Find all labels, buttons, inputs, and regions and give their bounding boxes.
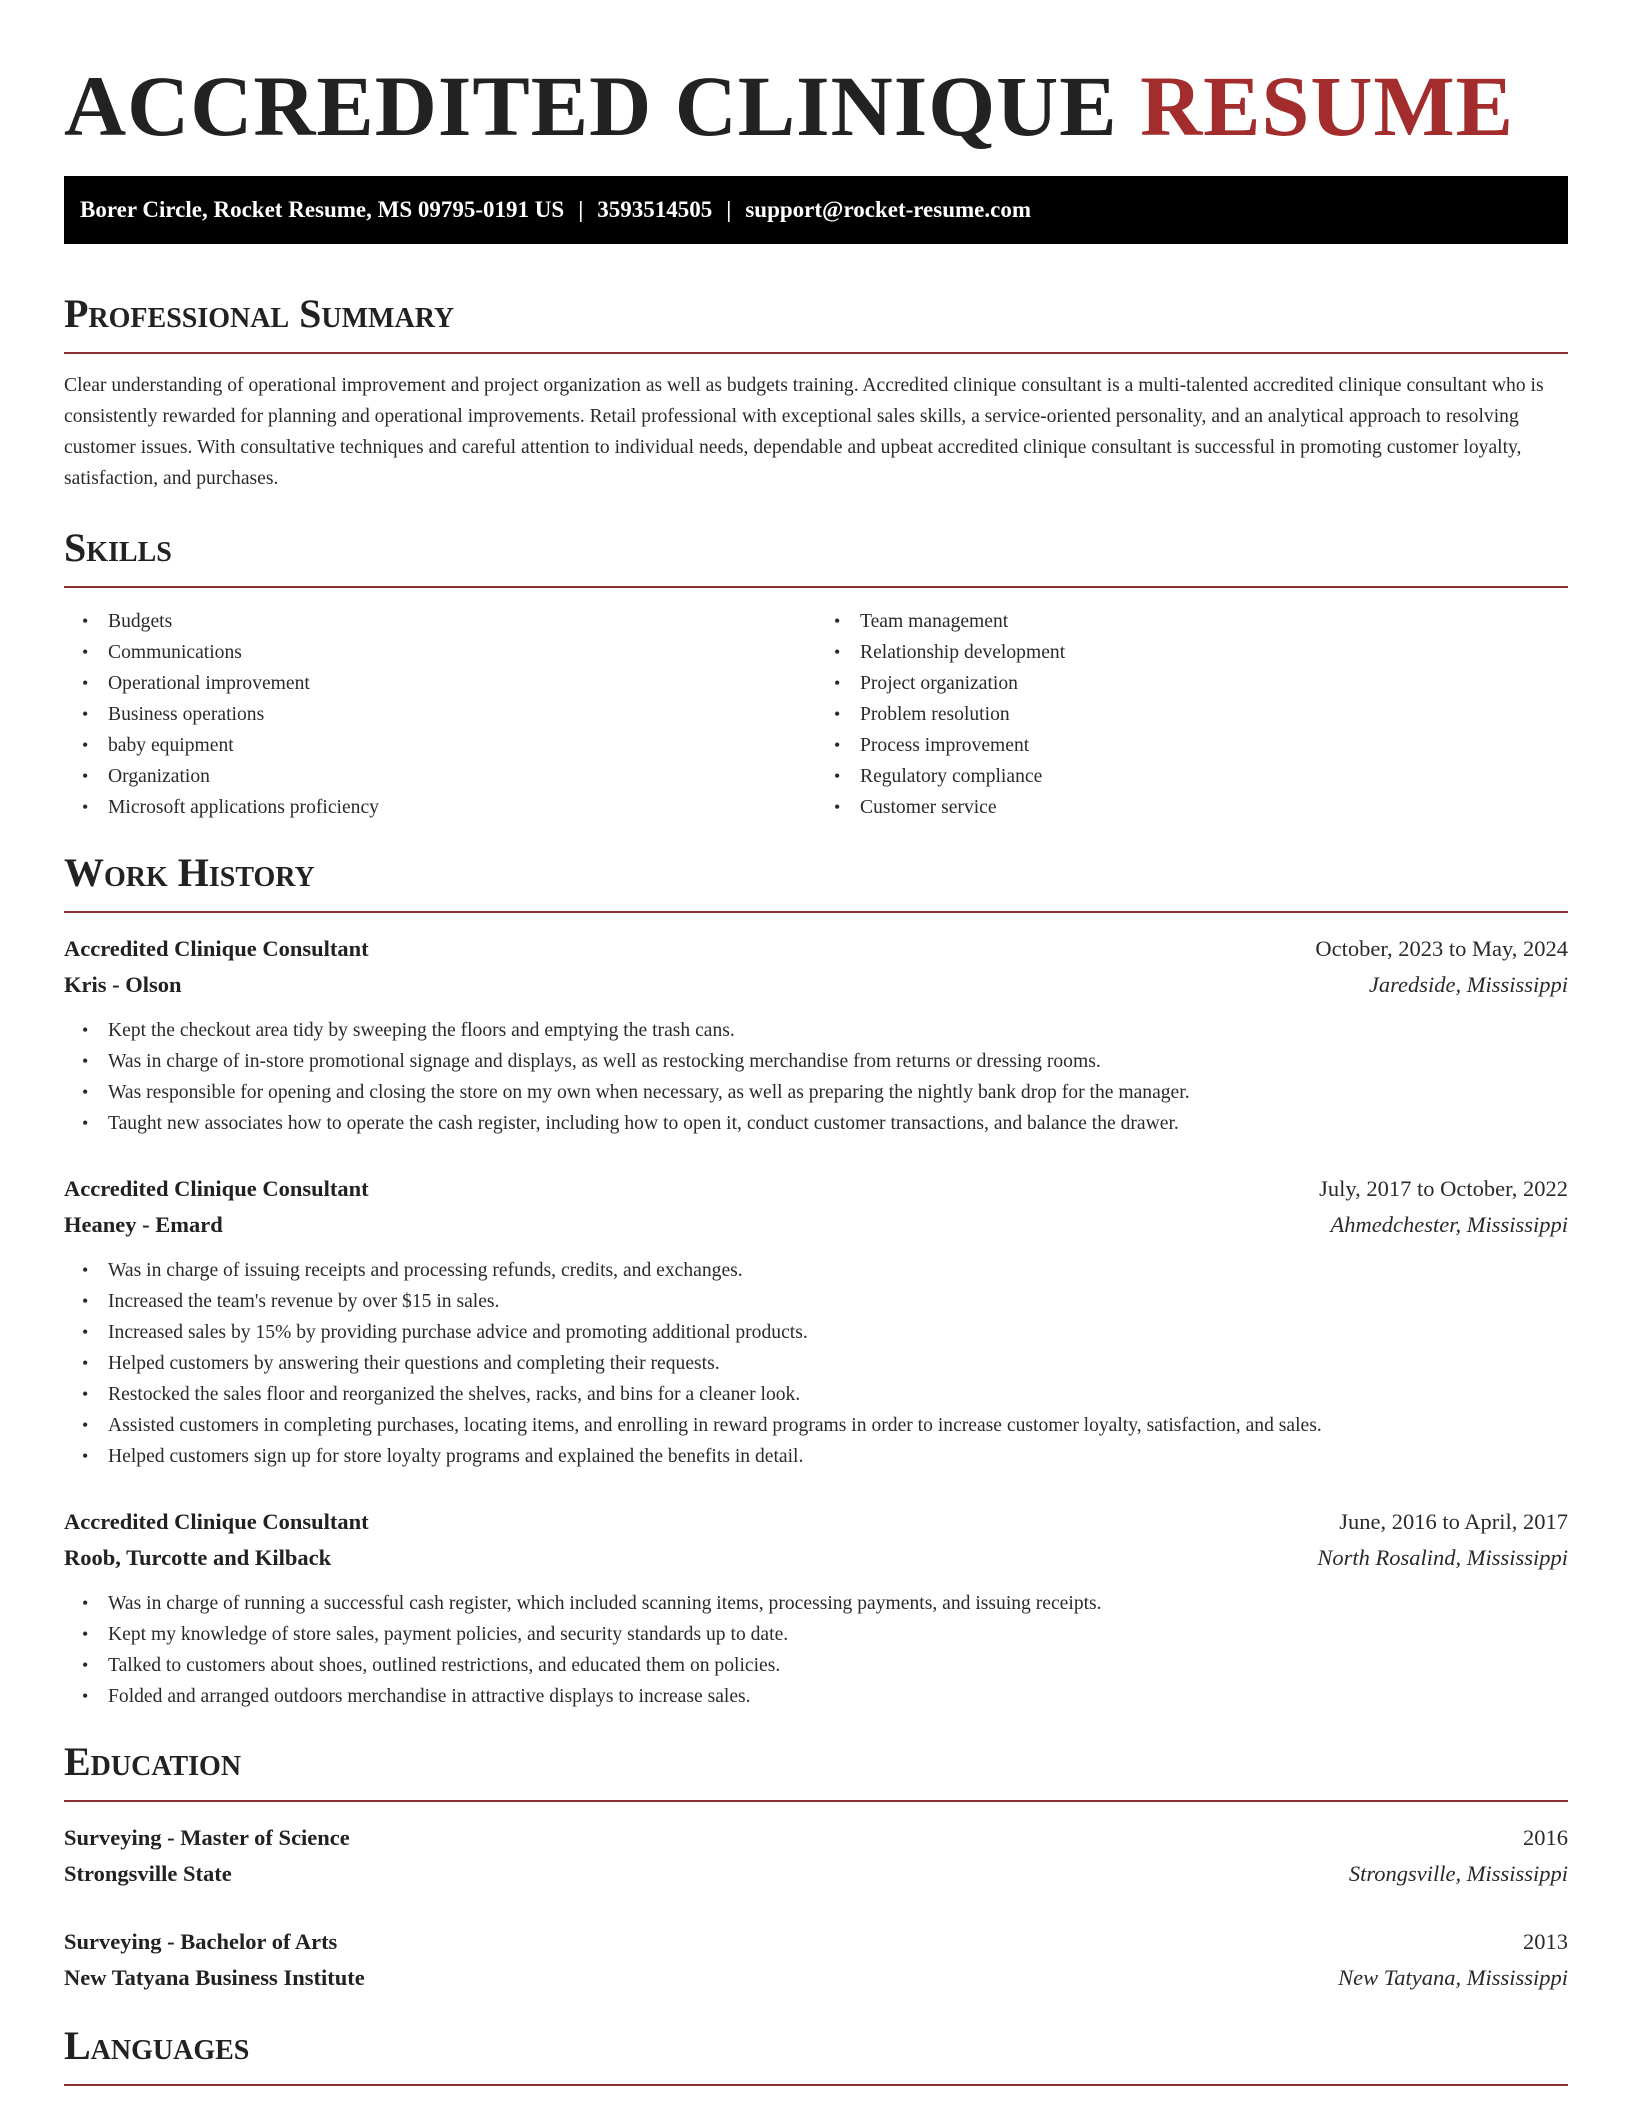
work-history-heading: Work History [64, 849, 1568, 913]
skills-heading: Skills [64, 524, 1568, 588]
summary-heading: Professional Summary [64, 290, 1568, 354]
education-degree: Surveying - Master of Science [64, 1825, 350, 1850]
job-bullet: • Increased sales by 15% by providing purchase advice and promoting additional products. [108, 1317, 1568, 1348]
job-bullet: • Increased the team's revenue by over $15 in sales. [108, 1286, 1568, 1317]
education-degree-row [64, 1820, 1568, 1856]
skill-item: • Process improvement [860, 730, 1568, 761]
skill-item: • baby equipment [108, 730, 816, 761]
education-school: Strongsville State [64, 1861, 232, 1886]
job-location: Ahmedchester, Mississippi [1330, 1212, 1568, 1237]
education-year: 2013 [1523, 1929, 1568, 1954]
job-header-row [64, 1171, 1568, 1207]
education-school-row [64, 1856, 1568, 1892]
job-bullet: • Helped customers by answering their questions and completing their requests. [108, 1348, 1568, 1379]
job-bullet: • Was in charge of issuing receipts and processing refunds, credits, and exchanges. [108, 1255, 1568, 1286]
education-year: 2016 [1523, 1825, 1568, 1850]
job-entry [64, 1504, 1568, 1712]
job-title: Accredited Clinique Consultant [64, 1176, 369, 1201]
job-bullet: • Restocked the sales floor and reorganized the shelves, racks, and bins for a cleaner look. [108, 1379, 1568, 1410]
education-entry [64, 1820, 1568, 1892]
job-entry [64, 1171, 1568, 1472]
job-bullet: • Talked to customers about shoes, outlined restrictions, and educated them on policies. [108, 1650, 1568, 1681]
job-company: Roob, Turcotte and Kilback [64, 1545, 332, 1570]
job-dates: July, 2017 to October, 2022 [1319, 1176, 1568, 1201]
contact-bar [64, 176, 1568, 244]
job-company-row [64, 967, 1568, 1003]
contact-separator: | [726, 197, 732, 222]
job-bullet: • Was in charge of running a successful cash register, which included scanning items, processing payments, and issuing receipts. [108, 1588, 1568, 1619]
skill-item: • Regulatory compliance [860, 761, 1568, 792]
job-dates: October, 2023 to May, 2024 [1315, 936, 1568, 961]
job-bullet: • Kept the checkout area tidy by sweeping the floors and emptying the trash cans. [108, 1015, 1568, 1046]
title-main: ACCREDITED CLINIQUE [64, 58, 1118, 154]
resume-title [64, 0, 1568, 156]
skills-grid [64, 606, 1568, 823]
skill-item: • Operational improvement [108, 668, 816, 699]
education-entry [64, 1924, 1568, 1996]
job-bullet: • Helped customers sign up for store loyalty programs and explained the benefits in detail. [108, 1441, 1568, 1472]
skill-item: • Problem resolution [860, 699, 1568, 730]
job-location: Jaredside, Mississippi [1368, 972, 1568, 997]
skill-item: • Customer service [860, 792, 1568, 823]
job-bullet: • Was responsible for opening and closing the store on my own when necessary, as well as preparing the nightly bank drop for the manager. [108, 1077, 1568, 1108]
skill-item: • Team management [860, 606, 1568, 637]
contact-address: Borer Circle, Rocket Resume, MS 09795-0191 US [80, 197, 565, 222]
education-location: Strongsville, Mississippi [1348, 1861, 1568, 1886]
languages-heading: Languages [64, 2022, 1568, 2086]
skills-column-right [816, 606, 1568, 823]
job-header-row [64, 1504, 1568, 1540]
job-dates: June, 2016 to April, 2017 [1339, 1509, 1568, 1534]
job-bullet: • Kept my knowledge of store sales, payment policies, and security standards up to date. [108, 1619, 1568, 1650]
education-school: New Tatyana Business Institute [64, 1965, 365, 1990]
education-heading: Education [64, 1738, 1568, 1802]
job-bullets [64, 1015, 1568, 1139]
job-company: Kris - Olson [64, 972, 182, 997]
skill-item: • Project organization [860, 668, 1568, 699]
skill-item: • Microsoft applications proficiency [108, 792, 816, 823]
job-company-row [64, 1540, 1568, 1576]
job-company: Heaney - Emard [64, 1212, 223, 1237]
job-bullet: • Folded and arranged outdoors merchandise in attractive displays to increase sales. [108, 1681, 1568, 1712]
job-entry [64, 931, 1568, 1139]
skill-item: • Communications [108, 637, 816, 668]
job-header-row [64, 931, 1568, 967]
summary-text: Clear understanding of operational improvement and project organization as well as budgets training. Accredited clinique consultant is a multi-talented accredited clinique consultant who is consistently rewarded for planning and operational improvements. Retail professional with exceptional sales skills, a service-oriented personality, and an analytical approach to resolving customer issues. With consultative techniques and careful attention to individual needs, dependable and upbeat accredited clinique consultant is successful in promoting customer loyalty, satisfaction, and purchases. [64, 375, 1544, 489]
skill-item: • Budgets [108, 606, 816, 637]
job-bullet: • Was in charge of in-store promotional signage and displays, as well as restocking merchandise from returns or dressing rooms. [108, 1046, 1568, 1077]
skill-item: • Relationship development [860, 637, 1568, 668]
job-bullets [64, 1588, 1568, 1712]
contact-email: support@rocket-resume.com [745, 197, 1031, 222]
education-degree: Surveying - Bachelor of Arts [64, 1929, 338, 1954]
skill-item: • Business operations [108, 699, 816, 730]
title-accent: RESUME [1140, 58, 1514, 154]
job-title: Accredited Clinique Consultant [64, 1509, 369, 1534]
contact-separator: | [578, 197, 584, 222]
education-school-row [64, 1960, 1568, 1996]
job-bullet: • Taught new associates how to operate the cash register, including how to open it, conduct customer transactions, and balance the drawer. [108, 1108, 1568, 1139]
education-location: New Tatyana, Mississippi [1338, 1965, 1568, 1990]
education-degree-row [64, 1924, 1568, 1960]
contact-phone: 3593514505 [597, 197, 713, 222]
job-company-row [64, 1207, 1568, 1243]
job-location: North Rosalind, Mississippi [1317, 1545, 1568, 1570]
job-bullet: • Assisted customers in completing purchases, locating items, and enrolling in reward programs in order to increase customer loyalty, satisfaction, and sales. [108, 1410, 1568, 1441]
job-bullets [64, 1255, 1568, 1472]
job-title: Accredited Clinique Consultant [64, 936, 369, 961]
skills-column-left [64, 606, 816, 823]
skill-item: • Organization [108, 761, 816, 792]
